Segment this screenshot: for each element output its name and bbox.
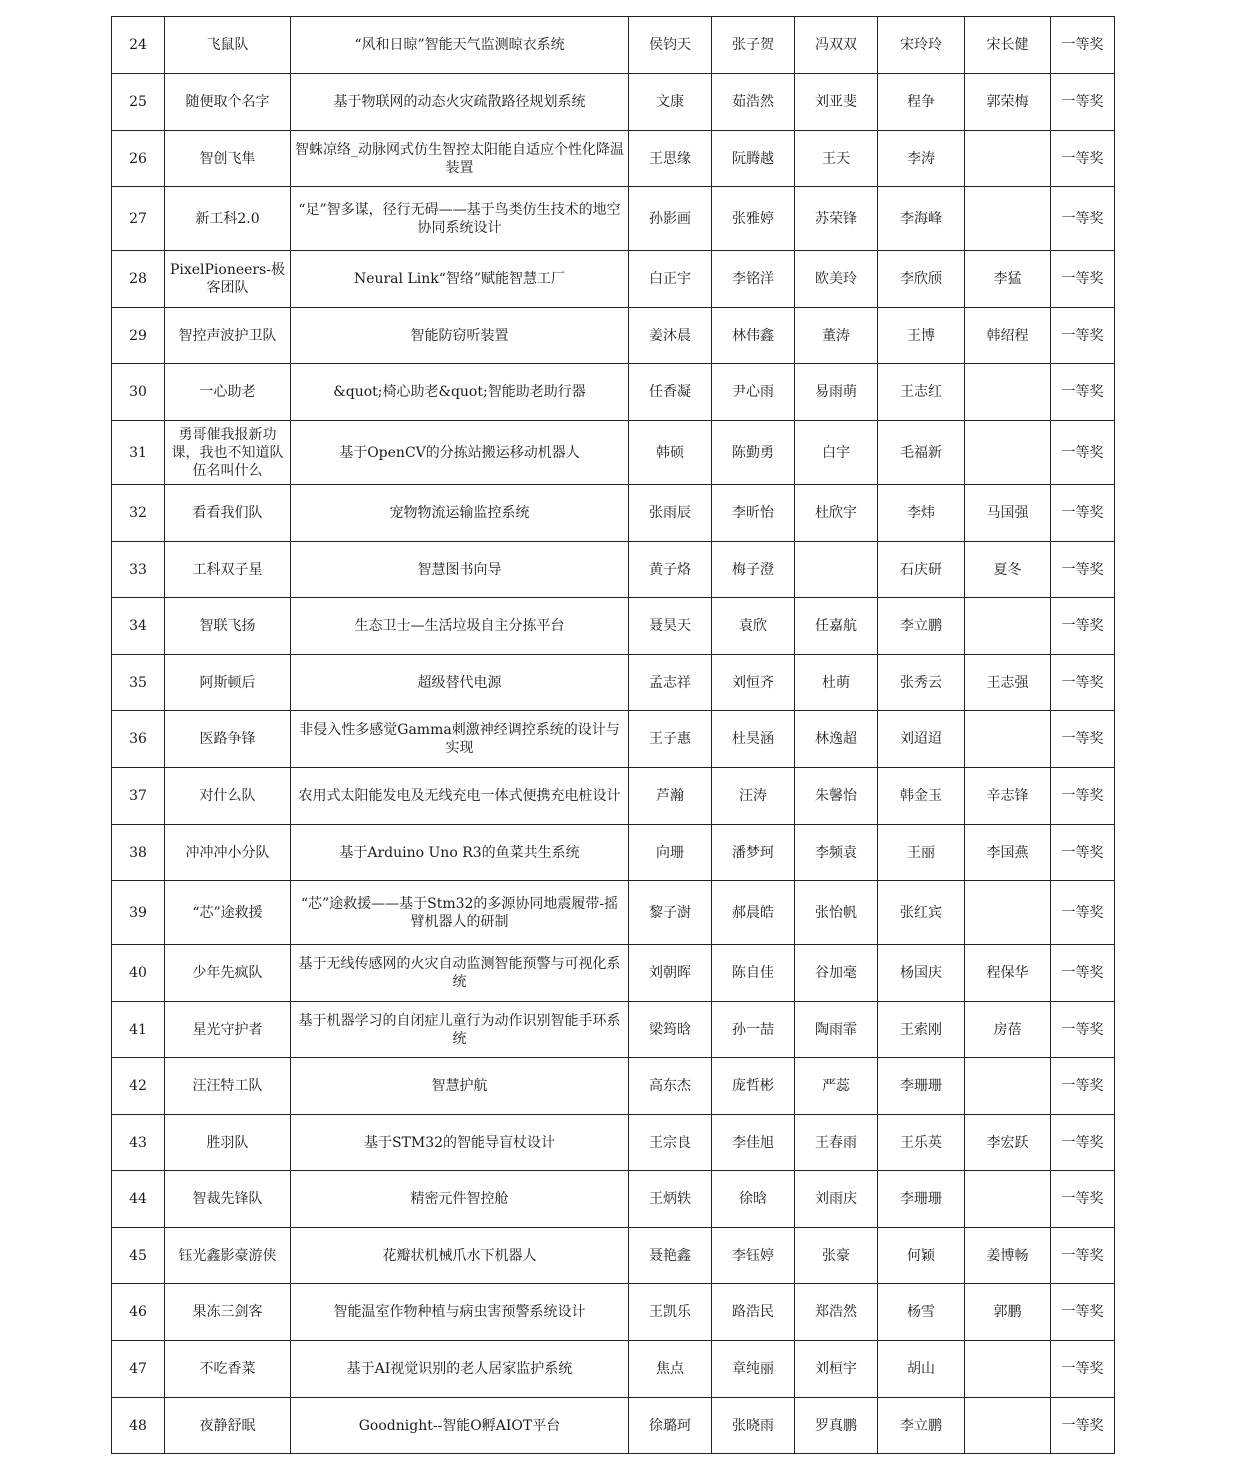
award-cell: 一等奖 (1051, 768, 1115, 825)
advisor-1-cell: 何颖 (878, 1228, 965, 1284)
advisor-2-cell: 姜博畅 (965, 1228, 1051, 1284)
member-3-cell: 易雨萌 (795, 364, 878, 421)
member-2-cell: 张雅婷 (712, 187, 795, 251)
member-1-cell: 姜沐晨 (629, 308, 712, 364)
member-2-cell: 杜昊涵 (712, 711, 795, 768)
row-number-cell: 31 (112, 421, 165, 485)
member-2-cell: 阮腾越 (712, 131, 795, 187)
table-row (112, 881, 1115, 945)
advisor-1-cell: 王博 (878, 308, 965, 364)
row-number-cell: 24 (112, 17, 165, 74)
advisor-1-cell: 王索刚 (878, 1002, 965, 1058)
award-cell: 一等奖 (1051, 542, 1115, 598)
table-row (112, 1228, 1115, 1284)
team-name-cell: 果冻三剑客 (165, 1284, 291, 1341)
team-name-cell: 少年先疯队 (165, 945, 291, 1002)
project-name-cell: “足”智多谋，径行无碍——基于鸟类仿生技术的地空协同系统设计 (291, 187, 629, 251)
table-row (112, 187, 1115, 251)
advisor-1-cell: 张红宾 (878, 881, 965, 945)
member-1-cell: 梁筠晗 (629, 1002, 712, 1058)
row-number-cell: 46 (112, 1284, 165, 1341)
table-row (112, 1284, 1115, 1341)
member-3-cell (795, 542, 878, 598)
row-number-cell: 38 (112, 825, 165, 881)
member-1-cell: 王宗良 (629, 1115, 712, 1171)
row-number-cell: 43 (112, 1115, 165, 1171)
advisor-2-cell: 王志强 (965, 655, 1051, 711)
table-row (112, 1115, 1115, 1171)
project-name-cell: Neural Link“智络”赋能智慧工厂 (291, 251, 629, 308)
team-name-cell: 钰光鑫影豪游侠 (165, 1228, 291, 1284)
advisor-1-cell: 杨雪 (878, 1284, 965, 1341)
award-cell: 一等奖 (1051, 1228, 1115, 1284)
table-row (112, 711, 1115, 768)
member-3-cell: 刘亚斐 (795, 74, 878, 131)
member-2-cell: 张晓雨 (712, 1398, 795, 1454)
member-1-cell: 韩硕 (629, 421, 712, 485)
award-cell: 一等奖 (1051, 187, 1115, 251)
member-1-cell: 侯钧天 (629, 17, 712, 74)
team-name-cell: 汪汪特工队 (165, 1058, 291, 1115)
member-2-cell: 李昕怡 (712, 485, 795, 542)
table-row (112, 364, 1115, 421)
member-2-cell: 刘恒齐 (712, 655, 795, 711)
advisor-2-cell: 程保华 (965, 945, 1051, 1002)
table-row (112, 945, 1115, 1002)
member-1-cell: 黎子澍 (629, 881, 712, 945)
team-name-cell: 不吃香菜 (165, 1341, 291, 1398)
row-number-cell: 27 (112, 187, 165, 251)
advisor-2-cell: 李猛 (965, 251, 1051, 308)
member-3-cell: 董涛 (795, 308, 878, 364)
member-2-cell: 路浩民 (712, 1284, 795, 1341)
member-2-cell: 茹浩然 (712, 74, 795, 131)
award-cell: 一等奖 (1051, 1284, 1115, 1341)
team-name-cell: 智联飞扬 (165, 598, 291, 655)
advisor-1-cell: 李涛 (878, 131, 965, 187)
team-name-cell: 夜静舒眠 (165, 1398, 291, 1454)
advisor-1-cell: 李立鹏 (878, 598, 965, 655)
member-2-cell: 张子贺 (712, 17, 795, 74)
table-row (112, 768, 1115, 825)
member-1-cell: 向珊 (629, 825, 712, 881)
advisor-2-cell (965, 881, 1051, 945)
member-2-cell: 汪涛 (712, 768, 795, 825)
table-row (112, 74, 1115, 131)
advisor-2-cell: 马国强 (965, 485, 1051, 542)
member-1-cell: 焦点 (629, 1341, 712, 1398)
row-number-cell: 30 (112, 364, 165, 421)
row-number-cell: 39 (112, 881, 165, 945)
member-3-cell: 冯双双 (795, 17, 878, 74)
award-cell: 一等奖 (1051, 1398, 1115, 1454)
advisor-2-cell: 韩绍程 (965, 308, 1051, 364)
team-name-cell: 智创飞隼 (165, 131, 291, 187)
team-name-cell: 一心助老 (165, 364, 291, 421)
team-name-cell: 对什么队 (165, 768, 291, 825)
advisor-2-cell: 宋长健 (965, 17, 1051, 74)
award-cell: 一等奖 (1051, 655, 1115, 711)
award-cell: 一等奖 (1051, 1058, 1115, 1115)
member-2-cell: 章纯丽 (712, 1341, 795, 1398)
member-1-cell: 王凯乐 (629, 1284, 712, 1341)
advisor-2-cell (965, 598, 1051, 655)
member-1-cell: 王子惠 (629, 711, 712, 768)
member-3-cell: 杜欣宇 (795, 485, 878, 542)
team-name-cell: 随便取个名字 (165, 74, 291, 131)
member-1-cell: 徐璐珂 (629, 1398, 712, 1454)
project-name-cell: 基于无线传感网的火灾自动监测智能预警与可视化系统 (291, 945, 629, 1002)
project-name-cell: 基于机器学习的自闭症儿童行为动作识别智能手环系统 (291, 1002, 629, 1058)
team-name-cell: 阿斯顿后 (165, 655, 291, 711)
row-number-cell: 40 (112, 945, 165, 1002)
award-cell: 一等奖 (1051, 364, 1115, 421)
award-cell: 一等奖 (1051, 825, 1115, 881)
member-1-cell: 刘朝晖 (629, 945, 712, 1002)
member-2-cell: 庞哲彬 (712, 1058, 795, 1115)
project-name-cell: 宠物物流运输监控系统 (291, 485, 629, 542)
row-number-cell: 28 (112, 251, 165, 308)
awards-table (111, 16, 1115, 1454)
team-name-cell: “芯”途救援 (165, 881, 291, 945)
advisor-1-cell: 王丽 (878, 825, 965, 881)
row-number-cell: 41 (112, 1002, 165, 1058)
project-name-cell: 基于OpenCV的分拣站搬运移动机器人 (291, 421, 629, 485)
award-cell: 一等奖 (1051, 131, 1115, 187)
row-number-cell: 42 (112, 1058, 165, 1115)
award-cell: 一等奖 (1051, 711, 1115, 768)
project-name-cell: 智蛛凉络_动脉网式仿生智控太阳能自适应个性化降温装置 (291, 131, 629, 187)
member-2-cell: 尹心雨 (712, 364, 795, 421)
award-cell: 一等奖 (1051, 1002, 1115, 1058)
row-number-cell: 33 (112, 542, 165, 598)
member-2-cell: 陈自佳 (712, 945, 795, 1002)
table-row (112, 1398, 1115, 1454)
member-3-cell: 任嘉航 (795, 598, 878, 655)
member-3-cell: 张怡帆 (795, 881, 878, 945)
advisor-2-cell (965, 187, 1051, 251)
team-name-cell: 医路争锋 (165, 711, 291, 768)
advisor-1-cell: 张秀云 (878, 655, 965, 711)
advisor-2-cell (965, 1171, 1051, 1228)
team-name-cell: 飞鼠队 (165, 17, 291, 74)
member-3-cell: 林逸超 (795, 711, 878, 768)
member-1-cell: 黄子烙 (629, 542, 712, 598)
team-name-cell: 智控声波护卫队 (165, 308, 291, 364)
project-name-cell: 基于STM32的智能导盲杖设计 (291, 1115, 629, 1171)
advisor-1-cell: 石庆研 (878, 542, 965, 598)
table-row (112, 485, 1115, 542)
row-number-cell: 44 (112, 1171, 165, 1228)
member-3-cell: 郑浩然 (795, 1284, 878, 1341)
member-1-cell: 芦瀚 (629, 768, 712, 825)
advisor-1-cell: 毛福新 (878, 421, 965, 485)
table-row (112, 308, 1115, 364)
row-number-cell: 36 (112, 711, 165, 768)
member-2-cell: 孙一喆 (712, 1002, 795, 1058)
award-cell: 一等奖 (1051, 1115, 1115, 1171)
member-3-cell: 白宇 (795, 421, 878, 485)
award-cell: 一等奖 (1051, 17, 1115, 74)
team-name-cell: 星光守护者 (165, 1002, 291, 1058)
member-1-cell: 高东杰 (629, 1058, 712, 1115)
team-name-cell: 新工科2.0 (165, 187, 291, 251)
advisor-2-cell: 郭鹏 (965, 1284, 1051, 1341)
advisor-2-cell: 李国燕 (965, 825, 1051, 881)
award-cell: 一等奖 (1051, 598, 1115, 655)
member-3-cell: 王春雨 (795, 1115, 878, 1171)
award-cell: 一等奖 (1051, 74, 1115, 131)
table-row (112, 598, 1115, 655)
project-name-cell: 精密元件智控舱 (291, 1171, 629, 1228)
member-2-cell: 李铭洋 (712, 251, 795, 308)
project-name-cell: 智能温室作物种植与病虫害预警系统设计 (291, 1284, 629, 1341)
member-1-cell: 王炳轶 (629, 1171, 712, 1228)
advisor-1-cell: 王乐英 (878, 1115, 965, 1171)
member-2-cell: 林伟鑫 (712, 308, 795, 364)
member-3-cell: 朱馨怡 (795, 768, 878, 825)
member-2-cell: 郝晨皓 (712, 881, 795, 945)
project-name-cell: 智慧护航 (291, 1058, 629, 1115)
member-2-cell: 潘梦珂 (712, 825, 795, 881)
award-cell: 一等奖 (1051, 421, 1115, 485)
member-1-cell: 文康 (629, 74, 712, 131)
member-1-cell: 聂昊天 (629, 598, 712, 655)
advisor-2-cell: 李宏跃 (965, 1115, 1051, 1171)
project-name-cell: 生态卫士—生活垃圾自主分拣平台 (291, 598, 629, 655)
award-cell: 一等奖 (1051, 485, 1115, 542)
project-name-cell: 超级替代电源 (291, 655, 629, 711)
member-1-cell: 孟志祥 (629, 655, 712, 711)
advisor-1-cell: 刘迢迢 (878, 711, 965, 768)
project-name-cell: 花瓣状机械爪水下机器人 (291, 1228, 629, 1284)
row-number-cell: 35 (112, 655, 165, 711)
advisor-2-cell (965, 131, 1051, 187)
member-2-cell: 李佳旭 (712, 1115, 795, 1171)
table-row (112, 1171, 1115, 1228)
advisor-1-cell: 韩金玉 (878, 768, 965, 825)
table-row (112, 421, 1115, 485)
row-number-cell: 47 (112, 1341, 165, 1398)
project-name-cell: 农用式太阳能发电及无线充电一体式便携充电桩设计 (291, 768, 629, 825)
row-number-cell: 26 (112, 131, 165, 187)
table-row (112, 131, 1115, 187)
member-3-cell: 谷加毫 (795, 945, 878, 1002)
team-name-cell: 工科双子星 (165, 542, 291, 598)
member-1-cell: 王思缘 (629, 131, 712, 187)
member-3-cell: 李频袁 (795, 825, 878, 881)
member-3-cell: 严蕊 (795, 1058, 878, 1115)
member-3-cell: 王天 (795, 131, 878, 187)
award-cell: 一等奖 (1051, 945, 1115, 1002)
advisor-2-cell (965, 1341, 1051, 1398)
advisor-1-cell: 李立鹏 (878, 1398, 965, 1454)
row-number-cell: 29 (112, 308, 165, 364)
advisor-1-cell: 李欣颀 (878, 251, 965, 308)
member-3-cell: 刘桓宇 (795, 1341, 878, 1398)
team-name-cell: 胜羽队 (165, 1115, 291, 1171)
advisor-1-cell: 李海峰 (878, 187, 965, 251)
member-2-cell: 李钰婷 (712, 1228, 795, 1284)
table-row (112, 17, 1115, 74)
advisor-2-cell (965, 1058, 1051, 1115)
team-name-cell: 勇哥催我报新功课，我也不知道队伍名叫什么 (165, 421, 291, 485)
project-name-cell: Goodnight--智能O孵AIOT平台 (291, 1398, 629, 1454)
advisor-2-cell (965, 421, 1051, 485)
award-cell: 一等奖 (1051, 1171, 1115, 1228)
member-3-cell: 欧美玲 (795, 251, 878, 308)
advisor-1-cell: 程争 (878, 74, 965, 131)
table-row (112, 655, 1115, 711)
award-cell: 一等奖 (1051, 251, 1115, 308)
project-name-cell: “芯”途救援——基于Stm32的多源协同地震履带-摇臂机器人的研制 (291, 881, 629, 945)
member-1-cell: 孙影画 (629, 187, 712, 251)
advisor-1-cell: 李炜 (878, 485, 965, 542)
table-row (112, 251, 1115, 308)
team-name-cell: 冲冲冲小分队 (165, 825, 291, 881)
project-name-cell: “风和日晾”智能天气监测晾衣系统 (291, 17, 629, 74)
advisor-1-cell: 宋玲玲 (878, 17, 965, 74)
member-2-cell: 梅子澄 (712, 542, 795, 598)
member-3-cell: 张豪 (795, 1228, 878, 1284)
advisor-2-cell: 辛志锋 (965, 768, 1051, 825)
award-cell: 一等奖 (1051, 881, 1115, 945)
award-cell: 一等奖 (1051, 1341, 1115, 1398)
advisor-2-cell: 房蓓 (965, 1002, 1051, 1058)
table-row (112, 825, 1115, 881)
advisor-1-cell: 胡山 (878, 1341, 965, 1398)
table-row (112, 542, 1115, 598)
advisor-1-cell: 李珊珊 (878, 1058, 965, 1115)
table-row (112, 1058, 1115, 1115)
project-name-cell: 基于AI视觉识别的老人居家监护系统 (291, 1341, 629, 1398)
member-3-cell: 陶雨霏 (795, 1002, 878, 1058)
member-1-cell: 任香凝 (629, 364, 712, 421)
row-number-cell: 34 (112, 598, 165, 655)
table-row (112, 1341, 1115, 1398)
row-number-cell: 45 (112, 1228, 165, 1284)
advisor-2-cell (965, 1398, 1051, 1454)
advisor-2-cell: 夏冬 (965, 542, 1051, 598)
member-2-cell: 陈勤勇 (712, 421, 795, 485)
row-number-cell: 48 (112, 1398, 165, 1454)
project-name-cell: 智慧图书向导 (291, 542, 629, 598)
advisor-1-cell: 李珊珊 (878, 1171, 965, 1228)
advisor-1-cell: 杨国庆 (878, 945, 965, 1002)
advisor-2-cell (965, 364, 1051, 421)
row-number-cell: 37 (112, 768, 165, 825)
member-1-cell: 白正宇 (629, 251, 712, 308)
project-name-cell: 基于物联网的动态火灾疏散路径规划系统 (291, 74, 629, 131)
award-cell: 一等奖 (1051, 308, 1115, 364)
project-name-cell: 非侵入性多感觉Gamma刺激神经调控系统的设计与实现 (291, 711, 629, 768)
advisor-2-cell (965, 711, 1051, 768)
member-3-cell: 杜萌 (795, 655, 878, 711)
member-2-cell: 袁欣 (712, 598, 795, 655)
project-name-cell: 智能防窃听装置 (291, 308, 629, 364)
row-number-cell: 25 (112, 74, 165, 131)
team-name-cell: 智裁先锋队 (165, 1171, 291, 1228)
member-1-cell: 张雨辰 (629, 485, 712, 542)
advisor-1-cell: 王志红 (878, 364, 965, 421)
member-3-cell: 刘雨庆 (795, 1171, 878, 1228)
member-2-cell: 徐晗 (712, 1171, 795, 1228)
member-1-cell: 聂艳鑫 (629, 1228, 712, 1284)
project-name-cell: 基于Arduino Uno R3的鱼菜共生系统 (291, 825, 629, 881)
team-name-cell: PixelPioneers-极客团队 (165, 251, 291, 308)
member-3-cell: 苏荣锋 (795, 187, 878, 251)
team-name-cell: 看看我们队 (165, 485, 291, 542)
project-name-cell: &quot;椅心助老&quot;智能助老助行器 (291, 364, 629, 421)
table-row (112, 1002, 1115, 1058)
advisor-2-cell: 郭荣梅 (965, 74, 1051, 131)
member-3-cell: 罗真鹏 (795, 1398, 878, 1454)
row-number-cell: 32 (112, 485, 165, 542)
